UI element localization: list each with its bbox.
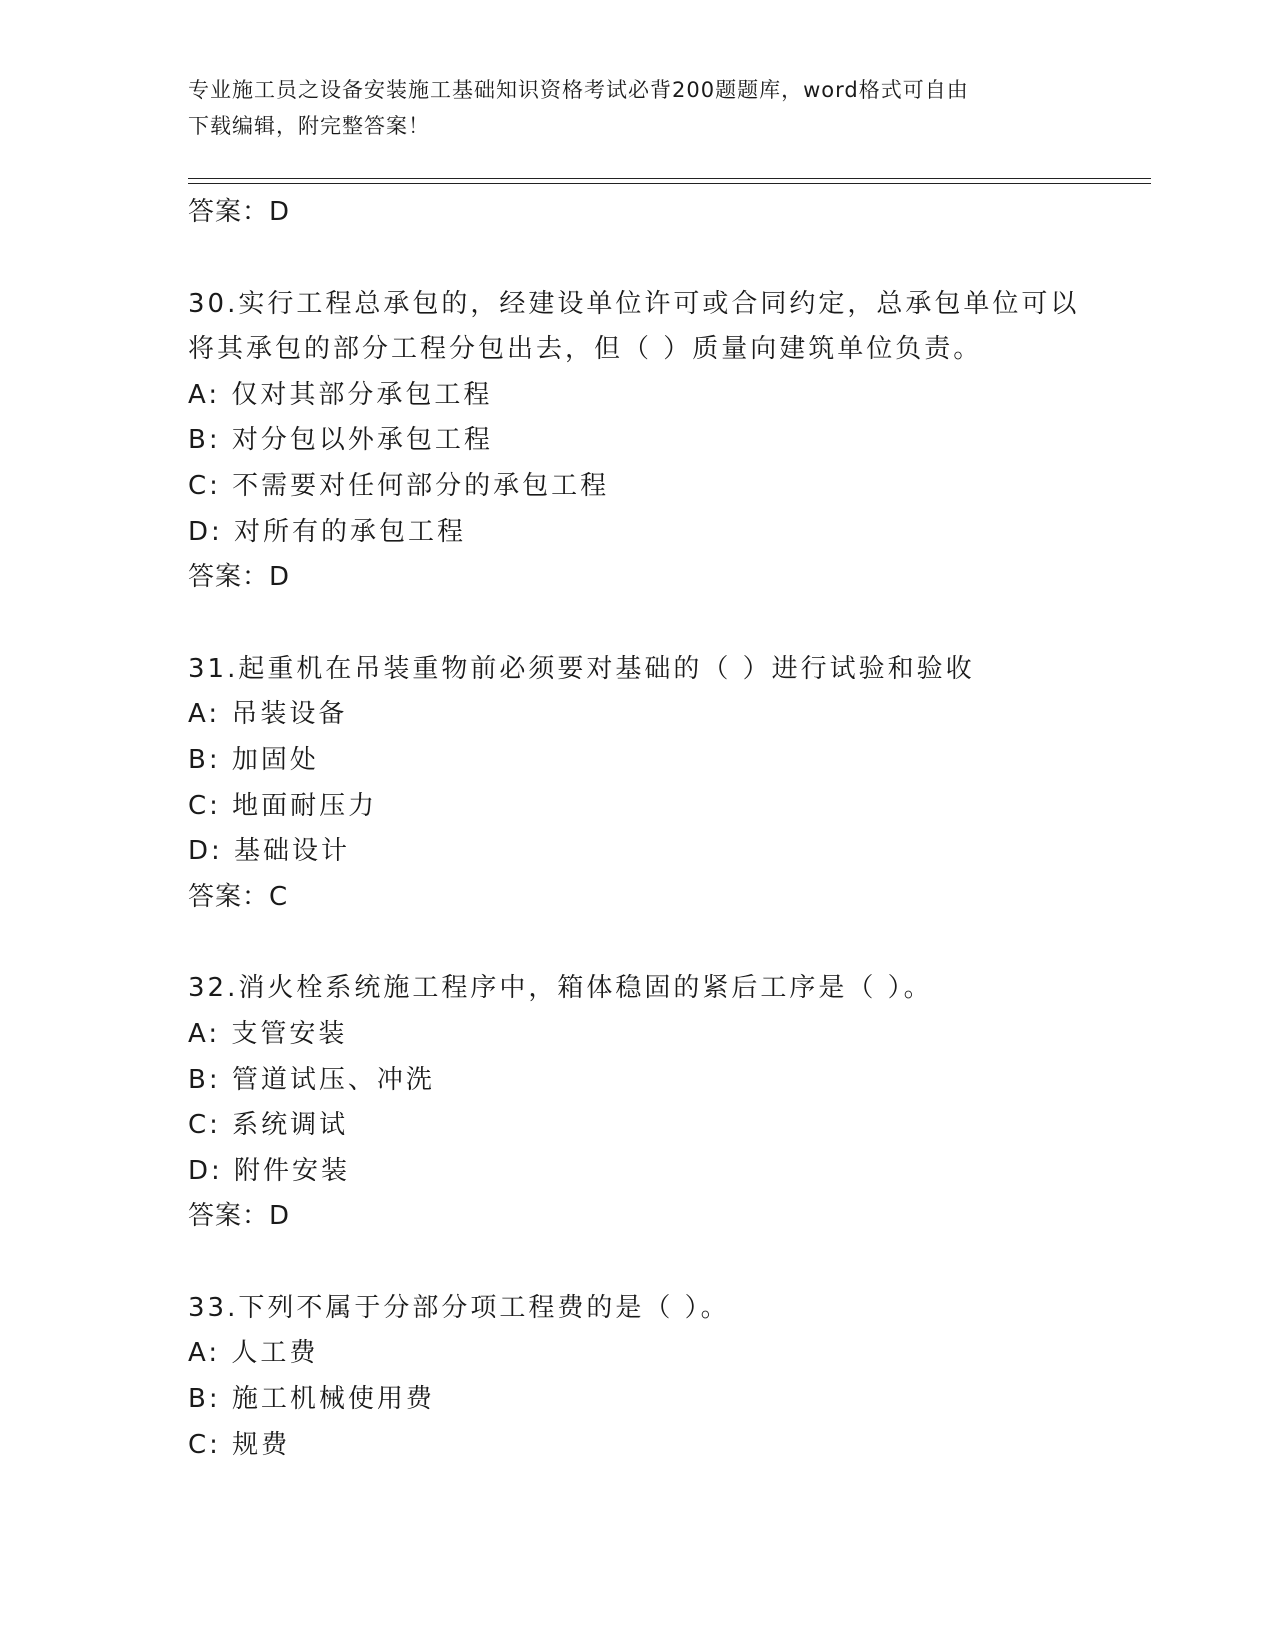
header-divider-bottom (188, 183, 1151, 184)
question-stem: 31.起重机在吊装重物前必须要对基础的（ ）进行试验和验收 (188, 653, 975, 684)
option-d: D: 基础设计 (188, 836, 351, 867)
option-b: B: 施工机械使用费 (188, 1384, 435, 1415)
option-a: A: 吊装设备 (188, 699, 348, 730)
question-list (188, 190, 1148, 1468)
option-a: A: 支管安装 (188, 1018, 348, 1049)
option-d: D: 对所有的承包工程 (188, 516, 467, 547)
question-33 (188, 1286, 1148, 1468)
question-stem: 33.下列不属于分部分项工程费的是（ ）。 (188, 1292, 730, 1323)
previous-answer: 答案：D (188, 197, 291, 227)
option-c: C: 不需要对任何部分的承包工程 (188, 470, 610, 501)
answer: 答案：D (188, 562, 291, 593)
answer: 答案：C (188, 881, 289, 912)
question-stem: 32.消火栓系统施工程序中，箱体稳固的紧后工序是（ ）。 (188, 973, 933, 1004)
option-c: C: 系统调试 (188, 1110, 349, 1141)
option-d: D: 附件安装 (188, 1155, 351, 1186)
option-c: C: 地面耐压力 (188, 790, 378, 821)
option-b: B: 加固处 (188, 744, 319, 775)
option-a: A: 人工费 (188, 1338, 319, 1369)
option-b: B: 管道试压、冲洗 (188, 1064, 435, 1095)
question-stem: 30.实行工程总承包的，经建设单位许可或合同约定，总承包单位可以 (188, 288, 1080, 319)
header-line-2: 下载编辑，附完整答案！ (188, 114, 430, 138)
question-31 (188, 647, 1148, 921)
option-b: B: 对分包以外承包工程 (188, 425, 493, 456)
option-a: A: 仅对其部分承包工程 (188, 379, 493, 410)
answer: 答案：D (188, 1201, 291, 1232)
header-line-1: 专业施工员之设备安装施工基础知识资格考试必背200题题库，word格式可自由 (188, 78, 969, 102)
question-stem-continued: 将其承包的部分工程分包出去，但（ ）质量向建筑单位负责。 (188, 334, 983, 365)
header-divider-top (188, 178, 1151, 179)
question-32 (188, 966, 1148, 1240)
question-30 (188, 282, 1148, 601)
option-c: C: 规费 (188, 1429, 291, 1460)
document-header (188, 72, 1088, 144)
